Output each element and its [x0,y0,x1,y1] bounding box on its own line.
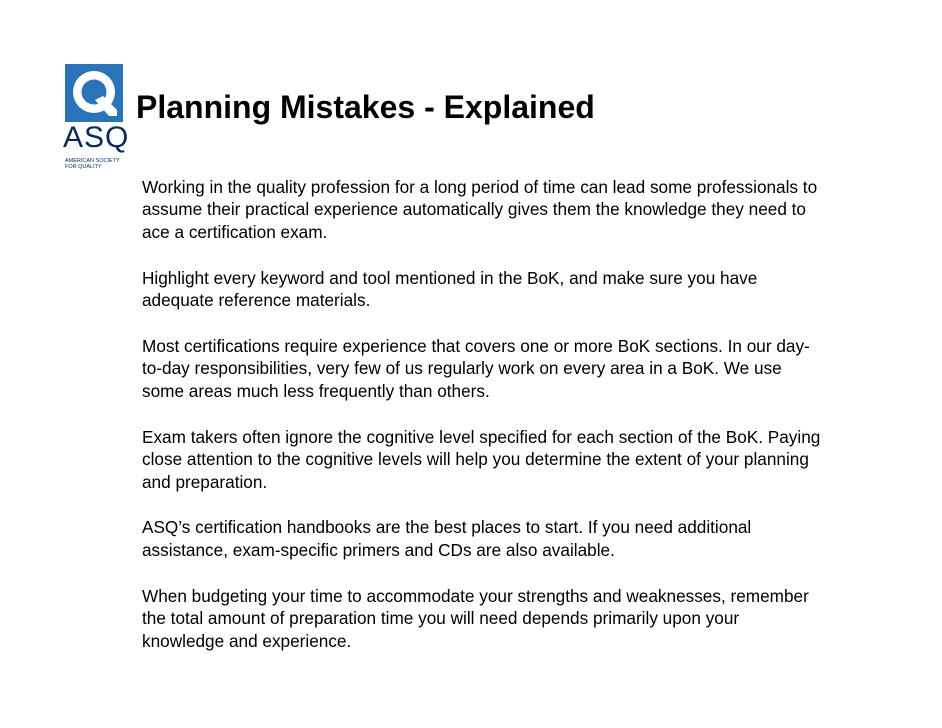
asq-logo [63,64,133,172]
logo-acronym: ASQ [63,121,130,154]
paragraph: When budgeting your time to accommodate your strengths and weaknesses, remember the total amount of preparation time you will need depends primarily upon your knowledge and experience. [142,585,809,651]
q-logo-icon [65,64,123,122]
slide-title: Planning Mistakes - Explained [136,89,595,125]
logo-tagline: AMERICAN SOCIETY FOR QUALITY [65,158,120,170]
paragraph: Exam takers often ignore the cognitive level specified for each section of the BoK. Paying close attention to the cognitive levels will help you determine the extent of your planning and preparation. [142,426,821,492]
paragraph: Working in the quality profession for a long period of time can lead some professionals to assume their practical experience automatically gives them the knowledge they need to ace a certification exam. [142,177,818,242]
paragraph: ASQ’s certification handbooks are the best places to start. If you need additional assistance, exam-specific primers and CDs are also available. [142,517,752,560]
paragraph: Most certifications require experience that covers one or more BoK sections. In our day-to-day responsibilities, very few of us regularly work on every area in a BoK. We use some areas much less frequently than others. [142,336,810,401]
slide-body [142,176,822,676]
paragraph: Highlight every keyword and tool mentioned in the BoK, and make sure you have adequate reference materials. [142,267,758,311]
